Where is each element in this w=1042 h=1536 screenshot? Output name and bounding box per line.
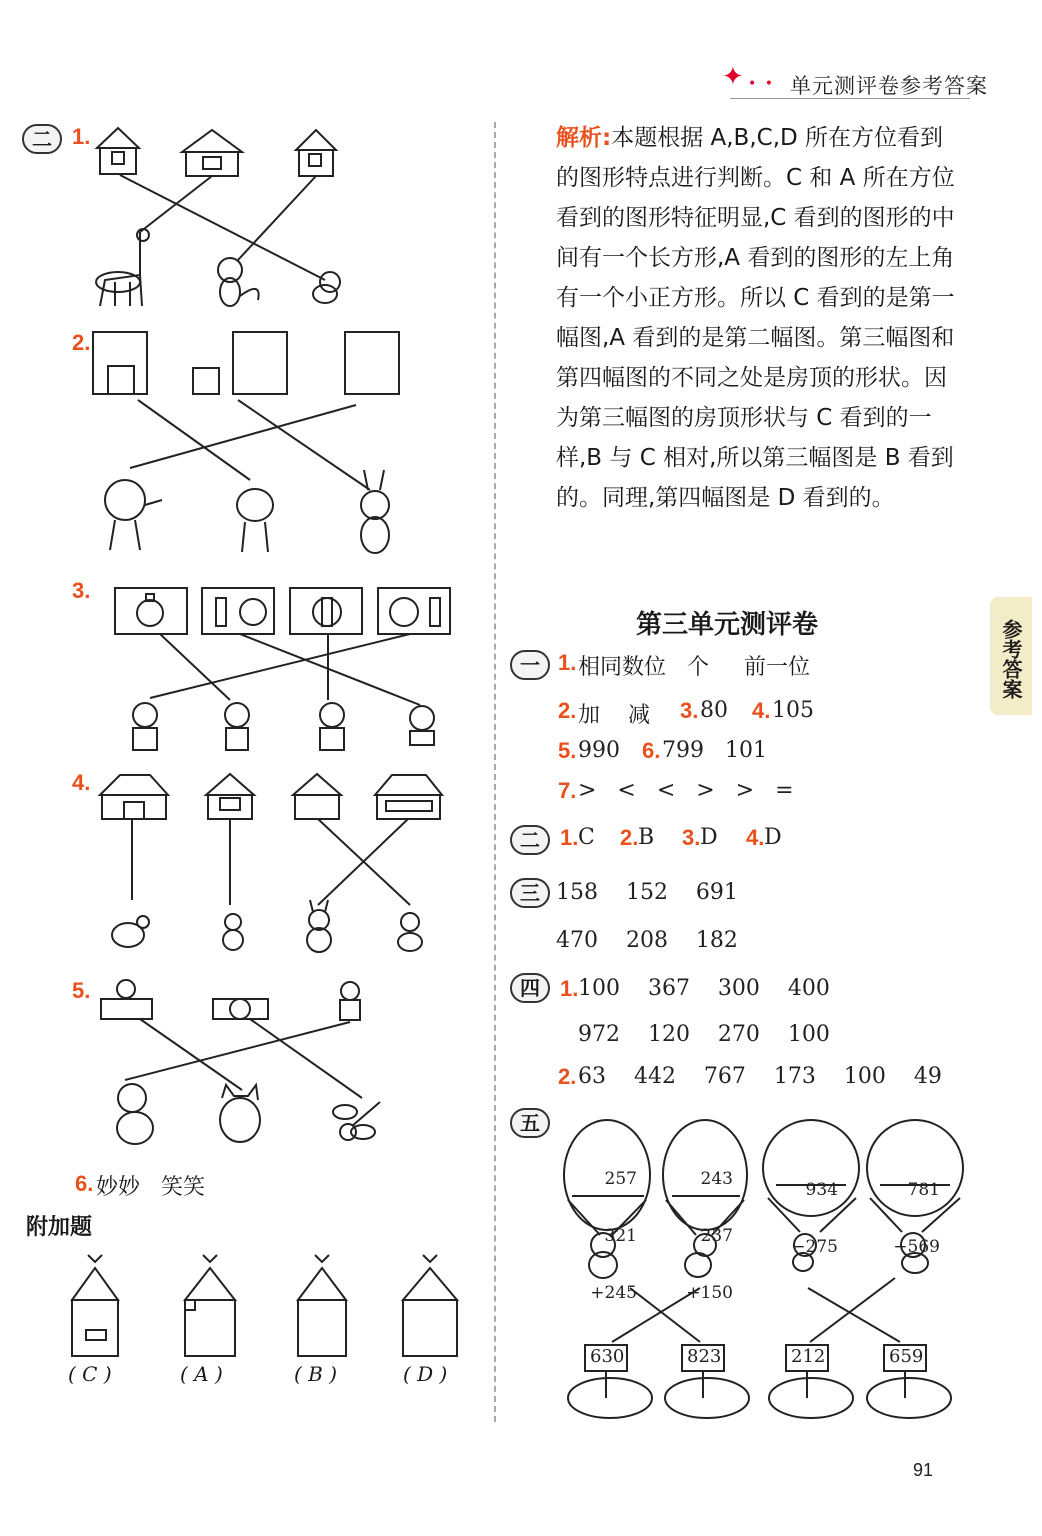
b2-l2: 237 [700,1226,733,1246]
cat-icon [220,1085,260,1142]
s2-1-num: 1. [560,825,579,850]
q4-view-2 [206,774,254,819]
q2-view-3 [233,332,287,394]
s1-r7: > < < > > = [578,778,794,803]
extra-house-1 [72,1255,118,1356]
s3-row2: 470 208 182 [556,928,738,953]
s4-r1-num: 1. [560,976,579,1001]
balloon-4-equation [888,1143,940,1276]
s2-4: D [764,825,782,850]
extra-house-4 [403,1255,457,1356]
rabbit-front-icon [307,900,331,952]
analysis-text: 本题根据 A,B,C,D 所在方位看到的图形特点进行判断。C 和 A 所在方位看到的图形特征明显,C 看到的图形的中间有一个长方形,A 看到的图形的左上角有一个小正方形。所以 C 看到的是第一幅图,A 看到的是第二幅图。第三幅图和第四幅图的不同之处是房顶的形状。因为第三幅图的房顶形状与 C 看到的一样,B 与 C 相对,所以第三幅图是 B 看到的。同理,第四幅图是 D 看到的。 [556,125,955,511]
s1-r7-num: 7. [558,778,577,803]
giraffe-icon [96,229,149,306]
q3-view-1 [115,588,187,634]
rabbit-small-icon [223,914,243,950]
sparkle-icon: ✦ [722,62,744,92]
q2-view-1 [93,332,147,394]
s2-3: D [700,825,718,850]
rabbit-icon [361,470,389,553]
b3-l2: −275 [791,1237,838,1257]
sign-2-value: 823 [687,1346,722,1367]
q3-view-4 [378,588,450,634]
extra-answer-1: ( C ) [68,1362,112,1386]
q1-house-tall-icon [296,130,336,176]
dragonfly-icon [333,1102,380,1140]
s2-2-num: 2. [620,825,639,850]
q5-number: 5. [72,978,91,1003]
b2-l3: +150 [686,1283,733,1303]
unit-title: 第三单元测评卷 [636,610,819,640]
q3-view-2 [202,588,274,634]
section-badge-2b: 二 [510,825,550,855]
s2-4-num: 4. [746,825,765,850]
q2-number: 2. [72,330,91,355]
pig-icon [237,489,273,552]
s1-r2: 加 减 [578,703,650,728]
s1-r5: 990 [578,738,620,763]
section-badge-5: 五 [510,1108,550,1138]
sign-3-value: 212 [791,1346,826,1367]
b4-l2: −569 [893,1237,940,1257]
side-tab: 参考答案 [990,597,1032,715]
s2-1: C [578,825,595,850]
q5-view-2 [213,999,268,1019]
lion-icon [105,480,162,550]
s1-r1: 相同数位 个 前一位 [578,655,810,680]
q3-number: 3. [72,578,91,603]
child-4-icon [410,706,434,745]
child-1-icon [133,703,157,750]
q3-view-3 [290,588,362,634]
s1-r2-num: 2. [558,698,577,723]
s4-r3: 63 442 767 173 100 49 [578,1064,942,1089]
dots-decoration: • • [748,76,775,92]
q1-house-wide-icon [182,130,242,176]
b4-l1: 781 [907,1180,940,1200]
s2-2: B [638,825,655,850]
section-badge-3: 三 [510,878,550,908]
q2-view-2 [193,368,219,394]
b1-l3: +245 [590,1283,637,1303]
extra-answer-2: ( A ) [180,1362,223,1386]
q5-view-3 [340,982,360,1020]
q2-view-4 [345,332,399,394]
b2-l1: 243 [700,1169,733,1189]
s1-r1-num: 1. [558,650,577,675]
s1-r3: 80 [700,698,728,723]
q4-view-3 [293,774,341,819]
child-2-icon [225,703,249,750]
s2-3-num: 3. [682,825,701,850]
balloon-3-equation [786,1143,838,1276]
s4-r1: 100 367 300 400 [578,976,830,1001]
q5-view-1 [101,980,152,1019]
rooster-icon [112,916,149,947]
s1-r4-num: 4. [752,698,771,723]
extra-house-2 [185,1255,235,1356]
duck-icon [398,913,422,951]
q4-number: 4. [72,770,91,795]
s1-r6: 799 101 [662,738,767,763]
section-badge-2: 二 [22,124,62,154]
section-badge-1: 一 [510,650,550,680]
balloon-1-equation [589,1132,637,1322]
q4-view-1 [100,775,168,819]
page-number: 91 [913,1460,934,1480]
child-3-icon [320,703,344,750]
sign-4-value: 659 [889,1346,924,1367]
b3-l1: 934 [805,1180,838,1200]
s1-r3-num: 3. [680,698,699,723]
balloon-2-equation [685,1132,733,1322]
s4-r3-num: 2. [558,1064,577,1089]
q6-answer: 妙妙 笑笑 [96,1175,205,1200]
monkey-sitting-icon [117,1084,153,1144]
b1-l2: 321 [604,1226,637,1246]
section-badge-4: 四 [510,973,550,1003]
sign-1-value: 630 [590,1346,625,1367]
b1-l1: 257 [604,1169,637,1189]
s3-row1: 158 152 691 [556,880,738,905]
extra-question-title: 附加题 [26,1215,93,1240]
q1-number: 1. [72,124,91,149]
extra-house-3 [298,1255,346,1356]
analysis-label: 解析: [556,125,612,151]
page-header-title: 单元测评卷参考答案 [790,74,988,98]
extra-answer-3: ( B ) [294,1362,338,1386]
q4-view-4 [375,775,442,819]
s4-r2: 972 120 270 100 [578,1022,830,1047]
s1-r5-num: 5. [558,738,577,763]
s1-r6-num: 6. [642,738,661,763]
q6-number: 6. [75,1171,94,1196]
s1-r4: 105 [772,698,814,723]
analysis-paragraph [556,118,956,518]
monkey-icon [218,258,259,306]
q1-house-small-icon [97,128,139,174]
extra-answer-4: ( D ) [403,1362,448,1386]
